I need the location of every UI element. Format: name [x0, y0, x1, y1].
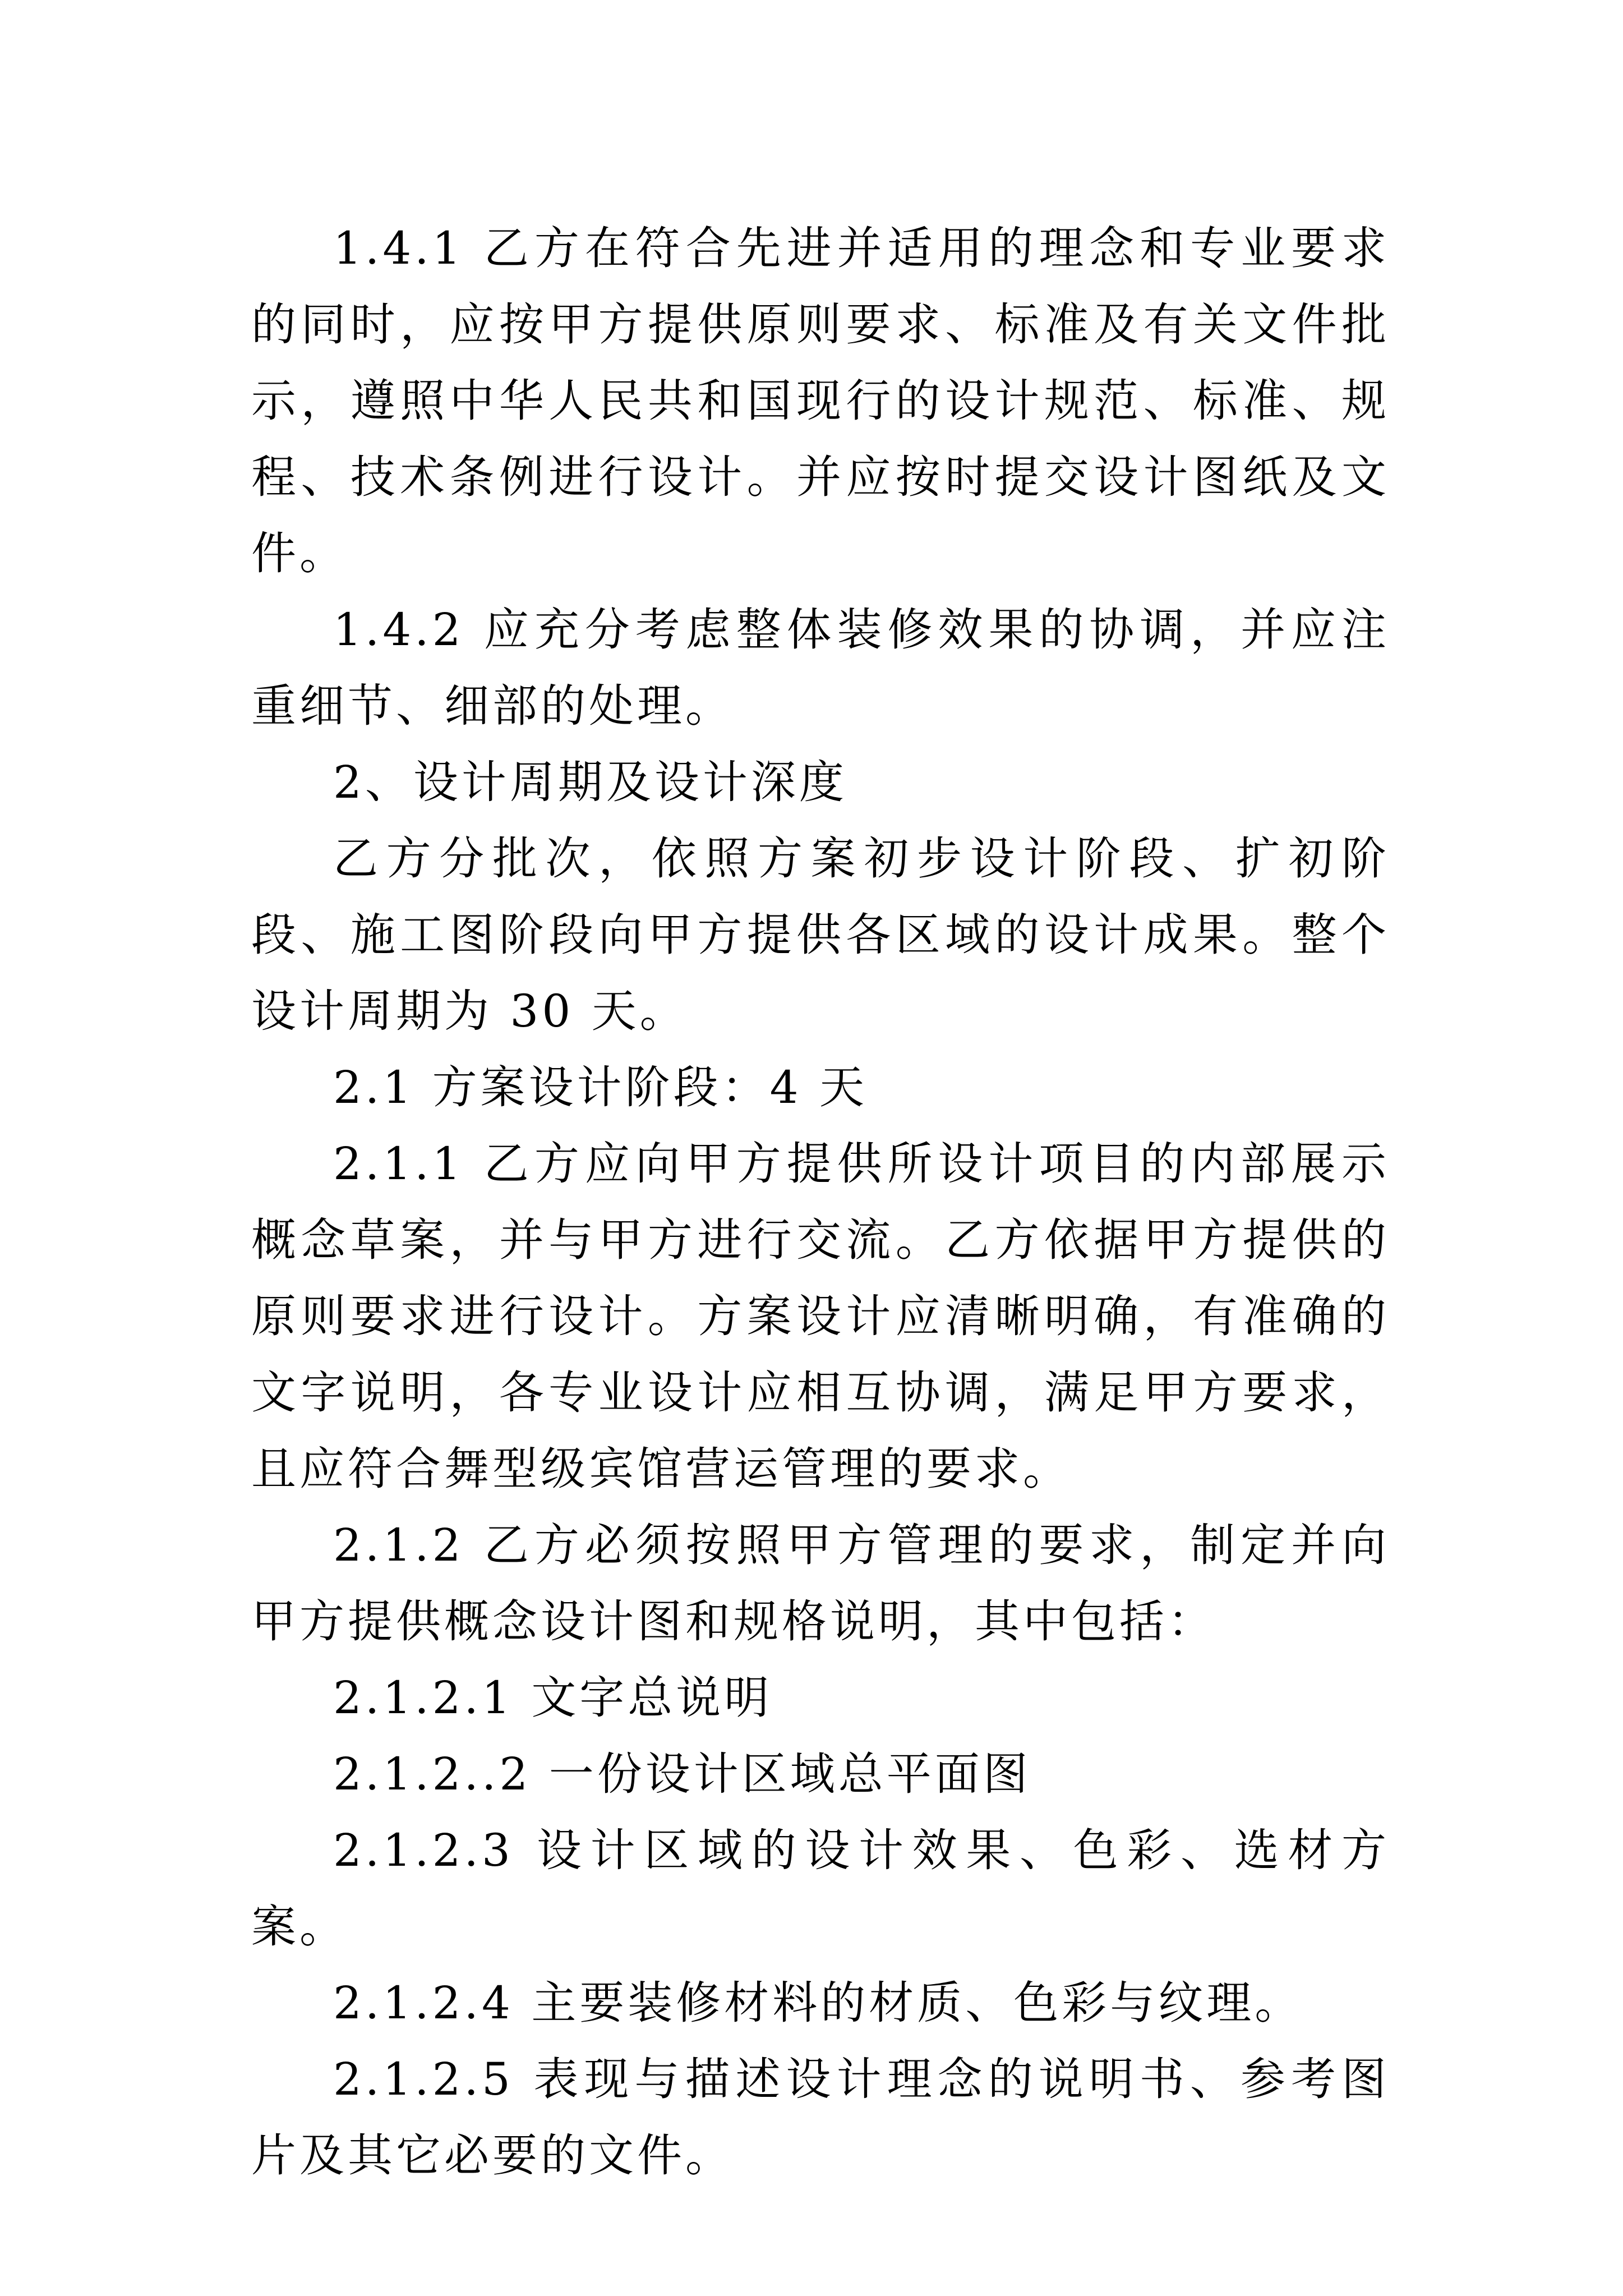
list-item-2-1-2-4: 2.1.2.4 主要装修材料的材质、色彩与纹理。 [333, 1977, 1303, 2029]
section-heading-2-1: 2.1 方案设计阶段：4 天 [333, 1061, 868, 1114]
list-item-2-1-2-2: 2.1.2..2 一份设计区域总平面图 [333, 1748, 1031, 1800]
section-heading-2: 2、设计周期及设计深度 [333, 756, 847, 808]
document-page [251, 210, 1390, 2194]
list-item-2-1-2-3: 2.1.2.3 设计区域的设计效果、色彩、选材方案。 [251, 1824, 1390, 1953]
paragraph-design-cycle: 乙方分批次，依照方案初步设计阶段、扩初阶段、施工图阶段向甲方提供各区域的设计成果。整个设计周期为 30 天。 [251, 832, 1390, 1037]
paragraph-1-4-2: 1.4.2 应充分考虑整体装修效果的协调，并应注重细节、细部的处理。 [251, 604, 1390, 732]
list-item-2-1-2-5: 2.1.2.5 表现与描述设计理念的说明书、参考图片及其它必要的文件。 [251, 2053, 1390, 2182]
paragraph-1-4-1: 1.4.1 乙方在符合先进并适用的理念和专业要求的同时，应按甲方提供原则要求、标准及有关文件批示，遵照中华人民共和国现行的设计规范、标准、规程、技术条例进行设计。并应按时提交设计图纸及文件。 [251, 222, 1390, 579]
paragraph-2-1-1: 2.1.1 乙方应向甲方提供所设计项目的内部展示概念草案，并与甲方进行交流。乙方依据甲方提供的原则要求进行设计。方案设计应清晰明确，有准确的文字说明，各专业设计应相互协调，满足甲方要求，且应符合舞型级宾馆营运管理的要求。 [251, 1138, 1390, 1495]
paragraph-2-1-2: 2.1.2 乙方必须按照甲方管理的要求，制定并向甲方提供概念设计图和规格说明，其中包括： [251, 1519, 1390, 1648]
list-item-2-1-2-1: 2.1.2.1 文字总说明 [333, 1672, 773, 1724]
